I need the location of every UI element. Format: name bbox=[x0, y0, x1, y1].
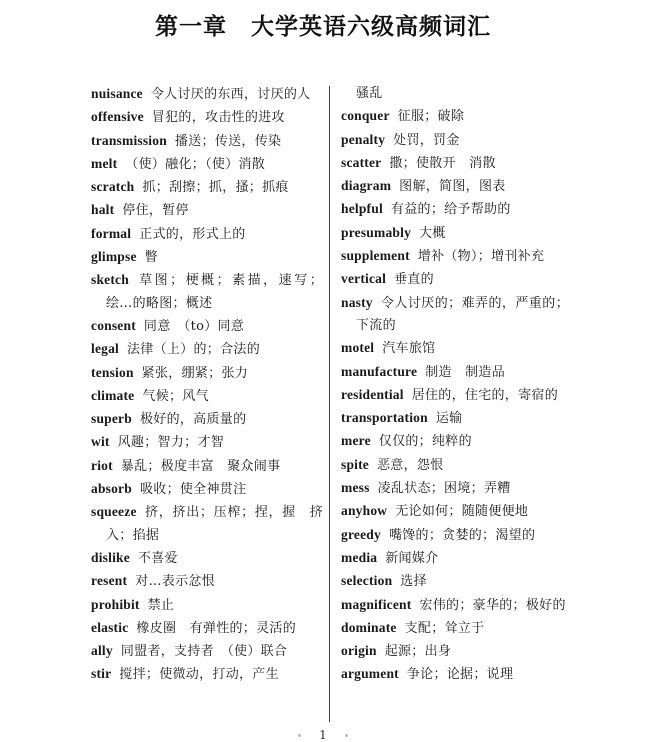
vocab-definition: 播送；传送，传染 bbox=[174, 133, 282, 149]
vocab-definition: 极好的，高质量的 bbox=[139, 412, 247, 428]
vocab-word: elastic bbox=[91, 619, 129, 635]
vocab-entry bbox=[91, 176, 323, 199]
vocab-definition: 不喜爱 bbox=[137, 550, 178, 566]
vocab-entry bbox=[91, 338, 323, 361]
vocab-definition: 图解，简图，图表 bbox=[399, 179, 506, 195]
vocab-definition: 居住的，住宅的，寄宿的 bbox=[411, 387, 559, 403]
vocab-entry bbox=[91, 640, 323, 663]
vocab-word: sketch bbox=[91, 272, 129, 288]
vocab-word: legal bbox=[91, 341, 119, 357]
vocab-entry bbox=[91, 106, 323, 129]
vocab-definition: 骚乱 bbox=[356, 86, 383, 101]
vocab-entry bbox=[91, 478, 323, 501]
vocab-word: scratch bbox=[91, 179, 135, 195]
vocab-definition: 挤，挤出；压榨；捏，握 挤入；掐据 bbox=[106, 505, 323, 543]
vocab-word: melt bbox=[91, 155, 118, 171]
vocab-word: selection bbox=[341, 573, 393, 589]
vocab-column-right bbox=[341, 83, 569, 687]
vocab-entry bbox=[341, 292, 569, 338]
vocab-entry bbox=[341, 105, 569, 128]
vocab-definition: 嘴馋的；贪婪的；渴望的 bbox=[388, 527, 536, 543]
vocab-word: scatter bbox=[341, 154, 382, 170]
vocab-entry bbox=[91, 269, 323, 315]
vocab-definition: 撒；使散开 消散 bbox=[389, 155, 496, 171]
vocab-entry bbox=[91, 594, 323, 617]
vocab-entry bbox=[341, 245, 569, 268]
vocab-definition: 令人讨厌的；难弄的，严重的；下流的 bbox=[356, 295, 569, 333]
vocab-entry bbox=[91, 663, 323, 686]
vocab-definition: 对…表示忿恨 bbox=[135, 574, 216, 590]
vocab-word: riot bbox=[91, 457, 113, 473]
vocab-entry bbox=[341, 663, 569, 686]
vocab-word: nuisance bbox=[91, 86, 143, 101]
vocab-word: origin bbox=[341, 643, 377, 659]
vocab-entry bbox=[341, 640, 569, 663]
vocab-entry bbox=[341, 198, 569, 221]
page-footer bbox=[0, 728, 646, 742]
vocab-definition: 橡皮圈 有弹性的；灵活的 bbox=[136, 620, 296, 636]
vocab-definition: 起源；出身 bbox=[384, 644, 452, 660]
vocab-entry bbox=[341, 500, 569, 523]
vocab-word: offensive bbox=[91, 109, 144, 125]
vocab-word: formal bbox=[91, 225, 132, 241]
vocab-definition: 暴乱；极度丰富 聚众闹事 bbox=[120, 458, 281, 474]
vocab-word: squeeze bbox=[91, 504, 137, 520]
vocab-definition: 禁止 bbox=[147, 597, 175, 613]
vocab-column-left bbox=[91, 83, 323, 687]
vocab-word: absorb bbox=[91, 481, 132, 497]
vocab-definition: 运输 bbox=[435, 411, 463, 427]
vocab-entry bbox=[91, 455, 323, 478]
vocab-definition: 气候；风气 bbox=[142, 388, 209, 404]
page-title: 第一章 大学英语六级高频词汇 bbox=[155, 14, 491, 40]
vocab-entry bbox=[341, 268, 569, 291]
vocab-word: climate bbox=[91, 387, 135, 403]
vocab-word: penalty bbox=[341, 131, 386, 147]
vocab-entry bbox=[91, 315, 323, 338]
vocab-entry bbox=[341, 617, 569, 640]
vocab-definition: 凌乱状态；困境；弄糟 bbox=[377, 481, 511, 497]
vocab-word: magnificent bbox=[341, 596, 412, 612]
vocab-entry bbox=[91, 362, 323, 385]
vocab-definition: 紧张，绷紧；张力 bbox=[141, 365, 249, 381]
decorative-dot bbox=[345, 734, 348, 737]
vocab-word: presumably bbox=[341, 224, 412, 240]
vocab-definition: 无论如何；随随便便地 bbox=[395, 504, 529, 520]
vocab-definition: 处罚，罚金 bbox=[393, 132, 460, 148]
vocab-word: transportation bbox=[341, 410, 428, 426]
vocab-word: helpful bbox=[341, 201, 383, 217]
vocab-word: nasty bbox=[341, 294, 373, 310]
vocab-word: media bbox=[341, 549, 378, 565]
vocab-definition: 瞥 bbox=[144, 250, 158, 266]
vocab-entry bbox=[341, 152, 569, 175]
page-number: 1 bbox=[319, 728, 327, 742]
vocab-entry bbox=[91, 153, 323, 176]
vocab-definition: 草图；梗概；素描，速写；绘…的略图；概述 bbox=[106, 273, 323, 311]
vocab-definition: 制造 制造品 bbox=[425, 364, 506, 380]
vocab-word: anyhow bbox=[341, 503, 388, 519]
vocab-word: dislike bbox=[91, 549, 130, 565]
vocab-entry bbox=[91, 570, 323, 593]
vocab-entry bbox=[341, 83, 569, 105]
vocab-word: greedy bbox=[341, 526, 381, 542]
vocab-entry bbox=[341, 477, 569, 500]
vocab-word: resent bbox=[91, 573, 128, 589]
decorative-dot bbox=[298, 734, 301, 737]
vocab-word: manufacture bbox=[341, 363, 418, 379]
vocab-word: stir bbox=[91, 666, 112, 682]
vocab-entry bbox=[91, 223, 323, 246]
vocab-definition: 大概 bbox=[419, 225, 446, 241]
vocab-definition: 宏伟的；豪华的；极好的 bbox=[419, 597, 566, 613]
vocab-word: consent bbox=[91, 317, 136, 333]
vocab-definition: 恶意，怨恨 bbox=[377, 457, 444, 473]
vocab-word: prohibit bbox=[91, 596, 140, 612]
vocab-entry bbox=[341, 454, 569, 477]
vocab-entry bbox=[341, 361, 569, 384]
column-divider bbox=[329, 86, 330, 722]
vocab-word: glimpse bbox=[91, 249, 137, 265]
vocab-definition: 争论；论据；说理 bbox=[406, 667, 514, 683]
vocab-definition: 垂直的 bbox=[394, 272, 434, 288]
vocab-word: superb bbox=[91, 411, 132, 427]
vocab-definition: 同意 （to）同意 bbox=[143, 318, 245, 334]
vocab-entry bbox=[341, 222, 569, 245]
vocab-word: argument bbox=[341, 666, 399, 682]
vocab-definition: 法律（上）的；合法的 bbox=[127, 342, 261, 358]
vocab-word: spite bbox=[341, 456, 369, 472]
vocab-definition: 新闻媒介 bbox=[385, 550, 439, 566]
vocab-entry bbox=[91, 617, 323, 640]
vocab-word: mess bbox=[341, 480, 370, 496]
vocab-definition: 吸收；使全神贯注 bbox=[139, 482, 247, 498]
vocab-definition: 冒犯的，攻击性的进攻 bbox=[151, 110, 285, 126]
vocab-entry bbox=[341, 430, 569, 453]
vocab-entry bbox=[341, 129, 569, 152]
vocab-word: dominate bbox=[341, 619, 397, 635]
vocab-word: mere bbox=[341, 433, 371, 449]
vocab-entry bbox=[91, 385, 323, 408]
vocab-entry bbox=[341, 547, 569, 570]
vocab-word: ally bbox=[91, 643, 113, 659]
vocab-word: diagram bbox=[341, 178, 392, 194]
vocab-entry bbox=[91, 246, 323, 269]
vocab-definition: 正式的，形式上的 bbox=[139, 226, 246, 242]
vocab-word: transmission bbox=[91, 132, 167, 148]
vocab-word: motel bbox=[341, 340, 375, 356]
vocab-entry bbox=[341, 570, 569, 593]
vocab-definition: 增补（物）；增刊补充 bbox=[417, 249, 545, 265]
vocab-entry bbox=[341, 594, 569, 617]
vocab-word: halt bbox=[91, 202, 115, 218]
vocab-definition: （使）融化；（使）消散 bbox=[125, 156, 266, 172]
vocab-entry bbox=[91, 199, 323, 222]
vocab-definition: 仅仅的；纯粹的 bbox=[378, 434, 472, 450]
vocab-word: vertical bbox=[341, 271, 387, 287]
vocab-word: conquer bbox=[341, 108, 390, 124]
vocab-entry bbox=[341, 407, 569, 430]
vocab-definition: 同盟者，支持者 （使）联合 bbox=[120, 644, 288, 660]
vocab-definition: 停住，暂停 bbox=[122, 203, 189, 219]
vocab-word: wit bbox=[91, 434, 110, 450]
vocab-definition: 征服；破除 bbox=[397, 109, 465, 125]
vocab-definition: 有益的；给予帮助的 bbox=[390, 202, 511, 218]
vocab-definition: 汽车旅馆 bbox=[382, 341, 436, 357]
vocab-word: supplement bbox=[341, 248, 410, 264]
vocab-word: tension bbox=[91, 364, 134, 380]
vocab-definition: 选择 bbox=[400, 574, 427, 590]
vocab-word: residential bbox=[341, 386, 404, 402]
vocab-entry bbox=[341, 384, 569, 407]
vocab-entry bbox=[91, 130, 323, 153]
vocab-definition: 令人讨厌的东西，讨厌的人 bbox=[150, 87, 311, 102]
vocab-entry bbox=[91, 547, 323, 570]
vocab-definition: 支配；耸立于 bbox=[404, 620, 485, 636]
vocab-entry bbox=[91, 83, 323, 106]
vocab-definition: 抓；刮擦；抓，搔；抓痕 bbox=[142, 180, 289, 196]
vocab-entry bbox=[341, 524, 569, 547]
vocab-definition: 搅拌；使微动，打动，产生 bbox=[119, 667, 279, 683]
vocab-definition: 风趣；智力；才智 bbox=[117, 435, 225, 451]
vocab-entry bbox=[341, 175, 569, 198]
vocab-entry bbox=[91, 431, 323, 454]
vocab-entry bbox=[91, 408, 323, 431]
vocab-entry bbox=[91, 501, 323, 547]
vocab-entry bbox=[341, 337, 569, 360]
